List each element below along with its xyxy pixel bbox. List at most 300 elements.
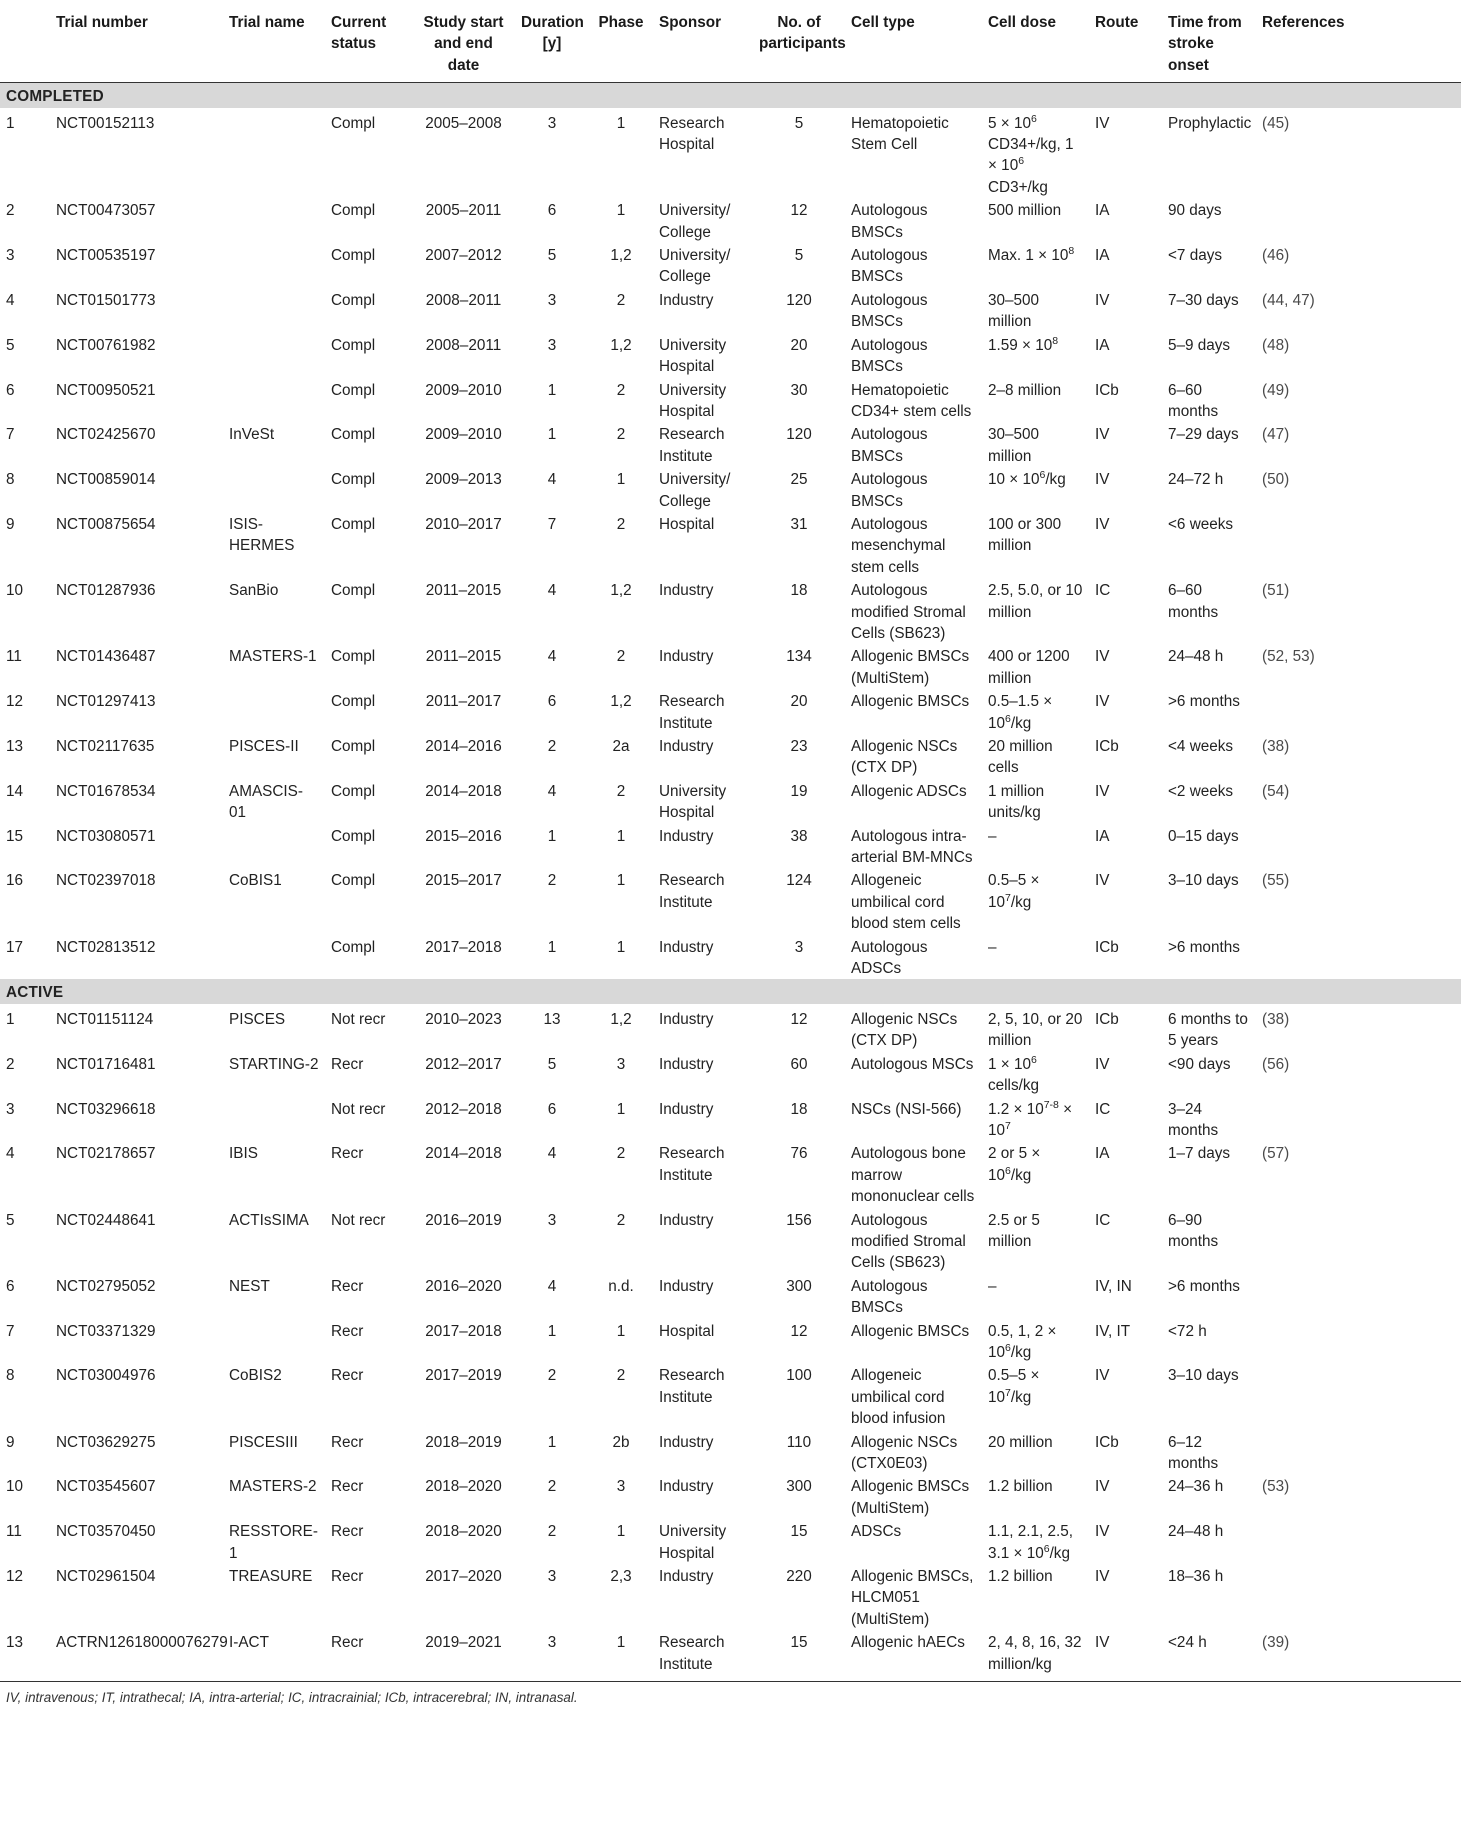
route-cell: IA <box>1095 1145 1110 1163</box>
participants-cell: 300 <box>786 1478 812 1496</box>
time-from-onset-cell: 3–24 months <box>1168 1100 1219 1139</box>
current-status-cell: Recr <box>331 1055 364 1073</box>
participants-cell: 12 <box>790 202 808 220</box>
column-header: Route <box>1095 14 1139 31</box>
trial-name-cell: TREASURE <box>229 1568 313 1586</box>
route-cell: IV, IT <box>1095 1322 1131 1340</box>
duration-cell: 3 <box>547 291 557 309</box>
table-row <box>0 644 1461 689</box>
sponsor-cell: University Hospital <box>659 1523 727 1562</box>
column-header: Time from stroke onset <box>1168 14 1242 74</box>
time-from-onset-cell: <6 weeks <box>1168 515 1234 533</box>
row-number-cell: 3 <box>6 247 15 265</box>
cell-dose-cell: 0.5, 1, $2 \times 10^6/kg$ <box>988 1322 1057 1361</box>
row-number-cell: 7 <box>6 426 15 444</box>
trial-name-cell: IBIS <box>229 1145 258 1163</box>
study-dates-cell: 2015–2016 <box>425 827 502 845</box>
route-cell: IV <box>1095 872 1110 890</box>
references-cell <box>1256 1319 1461 1364</box>
route-cell: IV <box>1095 1367 1110 1385</box>
trial-number-cell: NCT03629275 <box>56 1433 156 1451</box>
route-cell: IV <box>1095 1055 1110 1073</box>
references-cell: (46) <box>1262 247 1290 265</box>
current-status-cell: Compl <box>331 738 376 755</box>
trial-name-cell: I-ACT <box>229 1634 269 1652</box>
study-dates-cell: 2010–2017 <box>425 515 502 533</box>
references-cell: (48) <box>1262 336 1290 354</box>
table-row <box>0 512 1461 578</box>
sponsor-cell: University Hospital <box>659 782 727 822</box>
table-row <box>0 689 1461 734</box>
table-row <box>0 333 1461 378</box>
references-cell: (57) <box>1262 1145 1290 1163</box>
current-status-cell: Not recr <box>331 1100 386 1118</box>
table-row <box>0 935 1461 980</box>
trial-name-cell <box>223 935 325 980</box>
sponsor-cell: Industry <box>659 827 714 845</box>
cell-type-cell: Allogenic BMSCs <box>851 1322 970 1340</box>
table-row <box>0 1430 1461 1475</box>
study-dates-cell: 2008–2011 <box>425 291 502 309</box>
table-row <box>0 1052 1461 1097</box>
time-from-onset-cell: 6–60 months <box>1168 381 1219 420</box>
phase-cell: 3 <box>616 1478 626 1496</box>
trial-number-cell: NCT00473057 <box>56 202 156 220</box>
sponsor-cell: Industry <box>659 1478 714 1496</box>
study-dates-cell: 2014–2016 <box>425 738 502 755</box>
participants-cell: 20 <box>790 336 808 354</box>
duration-cell: 4 <box>547 782 557 800</box>
row-number-cell: 11 <box>6 1523 22 1541</box>
cell-dose-cell: 1.2 billion <box>988 1478 1053 1496</box>
current-status-cell: Compl <box>331 426 376 444</box>
phase-cell: 2 <box>616 426 626 444</box>
participants-cell: 5 <box>794 114 804 132</box>
cell-type-cell: Autologous BMSCs <box>851 336 928 376</box>
sponsor-cell: Industry <box>659 1100 714 1118</box>
participants-cell: 25 <box>790 471 808 489</box>
participants-cell: 76 <box>790 1145 808 1163</box>
trial-name-cell: AMASCIS-01 <box>229 782 303 822</box>
time-from-onset-cell: 18–36 h <box>1168 1568 1224 1586</box>
time-from-onset-cell: 1–7 days <box>1168 1145 1231 1163</box>
trial-name-cell <box>223 333 325 378</box>
abbreviations-footnote: IV, intravenous; IT, intrathecal; IA, intra-arterial; IC, intracrainial; ICb, intracerebral; IN, intranasal. <box>6 1690 578 1706</box>
cell-dose-cell: – <box>988 827 997 845</box>
cell-dose-cell: 1.2 billion <box>988 1568 1053 1586</box>
phase-cell: 1 <box>616 1322 626 1340</box>
route-cell: IV, IN <box>1095 1277 1132 1295</box>
cell-dose-cell: 20 million <box>988 1433 1053 1451</box>
study-dates-cell: 2011–2017 <box>425 693 502 711</box>
trial-name-cell <box>223 243 325 288</box>
trial-name-cell <box>223 1319 325 1364</box>
duration-cell: 7 <box>547 515 557 533</box>
time-from-onset-cell: 6–12 months <box>1168 1433 1219 1472</box>
row-number-cell: 11 <box>6 648 22 666</box>
current-status-cell: Compl <box>331 247 376 265</box>
participants-cell: 19 <box>790 782 808 800</box>
sponsor-cell: Research Institute <box>659 426 725 465</box>
trial-name-cell: NEST <box>229 1277 270 1295</box>
study-dates-cell: 2009–2013 <box>425 471 502 489</box>
table-row <box>0 1004 1461 1052</box>
cell-dose-cell: 2–8 million <box>988 381 1062 399</box>
study-dates-cell: 2017–2020 <box>425 1568 502 1586</box>
study-dates-cell: 2011–2015 <box>425 582 502 600</box>
study-dates-cell: 2010–2023 <box>425 1010 502 1028</box>
time-from-onset-cell: <72 h <box>1168 1322 1207 1340</box>
time-from-onset-cell: 5–9 days <box>1168 336 1231 354</box>
participants-cell: 15 <box>790 1634 808 1652</box>
trial-name-cell: ISIS-HERMES <box>229 515 295 555</box>
cell-type-cell: Autologous bone marrow mononuclear cells <box>851 1145 975 1206</box>
column-header: Trial name <box>229 14 305 31</box>
time-from-onset-cell: <24 h <box>1168 1634 1207 1652</box>
cell-type-cell: Autologous MSCs <box>851 1055 974 1073</box>
time-from-onset-cell: <90 days <box>1168 1055 1231 1073</box>
trial-number-cell: NCT01151124 <box>56 1010 154 1028</box>
cell-dose-cell: 30–500 million <box>988 291 1040 331</box>
phase-cell: 2 <box>616 1211 626 1229</box>
references-cell: (54) <box>1262 782 1290 800</box>
duration-cell: 4 <box>547 648 557 666</box>
route-cell: IV <box>1095 1634 1110 1652</box>
row-number-cell: 6 <box>6 1277 15 1295</box>
cell-dose-cell: 400 or 1200 million <box>988 648 1070 687</box>
cell-type-cell: Allogenic NSCs (CTX DP) <box>851 738 958 777</box>
row-number-cell: 9 <box>6 1433 15 1451</box>
study-dates-cell: 2016–2019 <box>425 1211 502 1229</box>
references-cell: (45) <box>1262 114 1290 132</box>
participants-cell: 30 <box>790 381 808 399</box>
duration-cell: 4 <box>547 582 557 600</box>
phase-cell: n.d. <box>608 1277 634 1295</box>
cell-dose-cell: 500 million <box>988 202 1062 220</box>
table-row <box>0 1630 1461 1675</box>
cell-dose-cell: 100 or 300 million <box>988 515 1062 555</box>
trial-number-cell: NCT01436487 <box>56 648 156 666</box>
row-number-cell: 12 <box>6 1568 24 1586</box>
header-row <box>0 10 1461 83</box>
table-row <box>0 1363 1461 1429</box>
references-cell <box>1256 689 1461 734</box>
route-cell: ICb <box>1095 1433 1119 1451</box>
current-status-cell: Recr <box>331 1478 364 1496</box>
references-cell <box>1256 1363 1461 1429</box>
trial-name-cell: PISCES <box>229 1010 286 1028</box>
references-cell: (51) <box>1262 582 1290 600</box>
trial-name-cell <box>223 1097 325 1142</box>
participants-cell: 18 <box>790 582 808 600</box>
cell-type-cell: Autologous BMSCs <box>851 426 928 465</box>
study-dates-cell: 2005–2008 <box>425 114 502 132</box>
phase-cell: 1 <box>616 1100 626 1118</box>
trial-number-cell: NCT03080571 <box>56 827 156 845</box>
study-dates-cell: 2009–2010 <box>425 426 502 444</box>
duration-cell: 4 <box>547 1145 557 1163</box>
table-header <box>0 10 1461 83</box>
cell-dose-cell: $1 \times 10^6$ cells/kg <box>988 1053 1040 1095</box>
participants-cell: 18 <box>790 1100 808 1118</box>
participants-cell: 15 <box>790 1523 808 1541</box>
route-cell: IC <box>1095 1211 1111 1229</box>
column-header: Cell dose <box>988 14 1057 31</box>
row-number-cell: 8 <box>6 471 15 489</box>
sponsor-cell: Research Hospital <box>659 114 725 154</box>
table-body <box>0 83 1461 1675</box>
trial-number-cell: NCT03004976 <box>56 1367 156 1385</box>
phase-cell: 1 <box>616 1523 626 1541</box>
trial-name-cell: InVeSt <box>229 426 275 444</box>
table-row <box>0 868 1461 934</box>
duration-cell: 6 <box>547 1100 557 1118</box>
phase-cell: 3 <box>616 1055 626 1073</box>
route-cell: ICb <box>1095 938 1119 956</box>
trial-number-cell: NCT01297413 <box>56 693 156 711</box>
cell-type-cell: Hematopoietic Stem Cell <box>851 114 949 154</box>
time-from-onset-cell: 3–10 days <box>1168 872 1239 890</box>
cell-type-cell: Autologous BMSCs <box>851 247 928 286</box>
references-cell <box>1256 1208 1461 1274</box>
cell-dose-cell: 1 million units/kg <box>988 782 1045 822</box>
table-row <box>0 1274 1461 1319</box>
references-cell: (49) <box>1262 381 1290 399</box>
phase-cell: 1 <box>616 114 626 132</box>
cell-type-cell: Autologous BMSCs <box>851 291 928 331</box>
row-number-cell: 9 <box>6 515 15 533</box>
table-row <box>0 1319 1461 1364</box>
references-cell: (55) <box>1262 872 1290 890</box>
section-label: COMPLETED <box>0 83 1461 108</box>
current-status-cell: Compl <box>331 336 376 354</box>
study-dates-cell: 2018–2019 <box>425 1433 502 1451</box>
cell-dose-cell: – <box>988 938 997 956</box>
phase-cell: 2 <box>616 1145 626 1163</box>
trial-name-cell <box>223 198 325 243</box>
trial-number-cell: NCT03545607 <box>56 1478 156 1496</box>
current-status-cell: Compl <box>331 693 376 711</box>
sponsor-cell: Hospital <box>659 515 715 533</box>
route-cell: IV <box>1095 648 1110 666</box>
current-status-cell: Compl <box>331 872 376 890</box>
row-number-cell: 17 <box>6 938 24 956</box>
table-row <box>0 1141 1461 1207</box>
route-cell: IC <box>1095 1100 1111 1118</box>
trial-name-cell <box>223 108 325 199</box>
study-dates-cell: 2009–2010 <box>425 381 502 399</box>
time-from-onset-cell: 6 months to 5 years <box>1168 1010 1248 1050</box>
section-header-row <box>0 83 1461 108</box>
cell-dose-cell: $5 \times 10^6$ CD34+/kg, $1 \times 10^6$ CD3+/kg <box>988 112 1074 196</box>
time-from-onset-cell: >6 months <box>1168 1277 1240 1295</box>
sponsor-cell: Research Institute <box>659 1634 725 1673</box>
time-from-onset-cell: <4 weeks <box>1168 738 1234 755</box>
trial-name-cell <box>223 689 325 734</box>
phase-cell: 1,2 <box>610 247 632 265</box>
cell-dose-cell: $1.59 \times 10^8$ <box>988 334 1059 354</box>
route-cell: IV <box>1095 782 1110 800</box>
route-cell: ICb <box>1095 1010 1119 1028</box>
cell-dose-cell: 2 or $5 \times 10^6/kg$ <box>988 1145 1041 1184</box>
trial-number-cell: NCT01287936 <box>56 582 156 600</box>
cell-dose-cell: $1.2 \times 10^{7-8} \times 10^7$ <box>988 1098 1073 1139</box>
duration-cell: 5 <box>547 1055 557 1073</box>
cell-type-cell: Autologous modified Stromal Cells (SB623) <box>851 582 966 642</box>
cell-type-cell: Autologous mesenchymal stem cells <box>851 515 946 576</box>
sponsor-cell: University/ College <box>659 471 731 510</box>
references-cell: (53) <box>1262 1478 1290 1496</box>
row-number-cell: 5 <box>6 336 15 354</box>
trial-number-cell: NCT02448641 <box>56 1211 156 1229</box>
duration-cell: 13 <box>543 1010 561 1028</box>
trial-number-cell: NCT03570450 <box>56 1523 156 1541</box>
duration-cell: 2 <box>547 1367 557 1385</box>
route-cell: IV <box>1095 515 1110 533</box>
duration-cell: 1 <box>547 938 557 956</box>
cell-dose-cell: $0.5-5 \times 10^7/kg$ <box>988 872 1040 911</box>
trial-name-cell <box>223 378 325 423</box>
current-status-cell: Recr <box>331 1145 364 1163</box>
participants-cell: 156 <box>786 1211 812 1229</box>
participants-cell: 110 <box>786 1433 812 1451</box>
sponsor-cell: Industry <box>659 1433 714 1451</box>
sponsor-cell: University/ College <box>659 202 731 241</box>
trial-number-cell: NCT03371329 <box>56 1322 156 1340</box>
row-number-cell: 16 <box>6 872 24 890</box>
current-status-cell: Compl <box>331 582 376 600</box>
cell-type-cell: Allogenic NSCs (CTX DP) <box>851 1010 958 1050</box>
current-status-cell: Recr <box>331 1568 364 1586</box>
row-number-cell: 10 <box>6 1478 24 1496</box>
sponsor-cell: Industry <box>659 1277 714 1295</box>
references-cell <box>1256 512 1461 578</box>
trial-number-cell: NCT02795052 <box>56 1277 156 1295</box>
duration-cell: 4 <box>547 1277 557 1295</box>
route-cell: IV <box>1095 471 1110 489</box>
duration-cell: 6 <box>547 202 557 220</box>
sponsor-cell: Research Institute <box>659 1367 725 1406</box>
row-number-cell: 15 <box>6 827 24 845</box>
cell-dose-cell: 2.5, 5.0, or 10 million <box>988 582 1083 621</box>
phase-cell: 2 <box>616 782 626 800</box>
time-from-onset-cell: 6–60 months <box>1168 582 1219 621</box>
references-cell: (39) <box>1262 1634 1290 1652</box>
participants-cell: 20 <box>790 693 808 711</box>
table-row <box>0 1474 1461 1519</box>
sponsor-cell: Research Institute <box>659 1145 725 1184</box>
clinical-trials-table <box>0 10 1461 1675</box>
trial-number-cell: NCT02961504 <box>56 1568 156 1586</box>
duration-cell: 3 <box>547 336 557 354</box>
cell-type-cell: Allogenic BMSCs (MultiStem) <box>851 1478 970 1517</box>
current-status-cell: Compl <box>331 938 376 956</box>
trial-number-cell: NCT01501773 <box>56 291 156 309</box>
route-cell: IV <box>1095 114 1110 132</box>
route-cell: IA <box>1095 202 1110 220</box>
study-dates-cell: 2014–2018 <box>425 1145 502 1163</box>
trial-name-cell: PISCES-II <box>229 738 299 755</box>
route-cell: ICb <box>1095 381 1119 399</box>
references-cell: (44, 47) <box>1262 291 1315 309</box>
cell-type-cell: Hematopoietic CD34+ stem cells <box>851 381 972 420</box>
cell-dose-cell: – <box>988 1277 997 1295</box>
references-cell: (38) <box>1262 738 1290 755</box>
participants-cell: 120 <box>786 426 812 444</box>
duration-cell: 1 <box>547 1433 557 1451</box>
route-cell: IV <box>1095 426 1110 444</box>
cell-type-cell: Allogenic ADSCs <box>851 782 967 800</box>
section-label: ACTIVE <box>0 979 1461 1003</box>
route-cell: IV <box>1095 1568 1110 1586</box>
trial-number-cell: NCT01716481 <box>56 1055 156 1073</box>
trial-number-cell: ACTRN12618000076279 <box>56 1634 228 1652</box>
references-cell <box>1256 824 1461 869</box>
duration-cell: 1 <box>547 1322 557 1340</box>
participants-cell: 5 <box>794 247 804 265</box>
study-dates-cell: 2017–2018 <box>425 1322 502 1340</box>
column-header: Phase <box>598 14 644 31</box>
cell-type-cell: Autologous BMSCs <box>851 1277 928 1317</box>
current-status-cell: Compl <box>331 291 376 309</box>
study-dates-cell: 2012–2017 <box>425 1055 502 1073</box>
table-row <box>0 734 1461 779</box>
current-status-cell: Not recr <box>331 1211 386 1229</box>
row-number-cell: 4 <box>6 291 15 309</box>
cell-type-cell: Allogenic BMSCs, HLCM051 (MultiStem) <box>851 1568 974 1628</box>
cell-type-cell: Allogeneic umbilical cord blood infusion <box>851 1367 946 1428</box>
table-row <box>0 288 1461 333</box>
trial-number-cell: NCT02425670 <box>56 426 156 444</box>
current-status-cell: Compl <box>331 202 376 220</box>
trial-name-cell: MASTERS-2 <box>229 1478 317 1496</box>
participants-cell: 100 <box>786 1367 812 1385</box>
column-header: References <box>1262 14 1345 31</box>
current-status-cell: Compl <box>331 114 376 132</box>
cell-type-cell: ADSCs <box>851 1523 902 1541</box>
duration-cell: 3 <box>547 1568 557 1586</box>
route-cell: IC <box>1095 582 1111 600</box>
table-row <box>0 1564 1461 1630</box>
phase-cell: 1 <box>616 471 626 489</box>
cell-type-cell: Autologous BMSCs <box>851 471 928 510</box>
study-dates-cell: 2016–2020 <box>425 1277 502 1295</box>
column-header: Cell type <box>851 14 915 31</box>
cell-type-cell: Allogenic hAECs <box>851 1634 965 1652</box>
trial-number-cell: NCT00859014 <box>56 471 156 489</box>
trial-number-cell: NCT00875654 <box>56 515 156 533</box>
trial-name-cell: CoBIS2 <box>229 1367 282 1385</box>
current-status-cell: Recr <box>331 1523 364 1541</box>
phase-cell: 1,2 <box>610 336 632 354</box>
column-header: Current status <box>331 14 387 53</box>
trial-number-cell: NCT03296618 <box>56 1100 156 1118</box>
participants-cell: 220 <box>786 1568 812 1586</box>
route-cell: IV <box>1095 693 1110 711</box>
time-from-onset-cell: Prophylactic <box>1168 114 1252 132</box>
participants-cell: 120 <box>786 291 812 309</box>
row-number-cell: 5 <box>6 1211 15 1229</box>
table-row <box>0 243 1461 288</box>
duration-cell: 1 <box>547 381 557 399</box>
sponsor-cell: Research Institute <box>659 693 725 732</box>
time-from-onset-cell: 7–30 days <box>1168 291 1239 309</box>
current-status-cell: Recr <box>331 1322 364 1340</box>
row-number-cell: 8 <box>6 1367 15 1385</box>
time-from-onset-cell: >6 months <box>1168 693 1240 711</box>
trial-number-cell: NCT02397018 <box>56 872 156 890</box>
cell-type-cell: Autologous ADSCs <box>851 938 928 978</box>
